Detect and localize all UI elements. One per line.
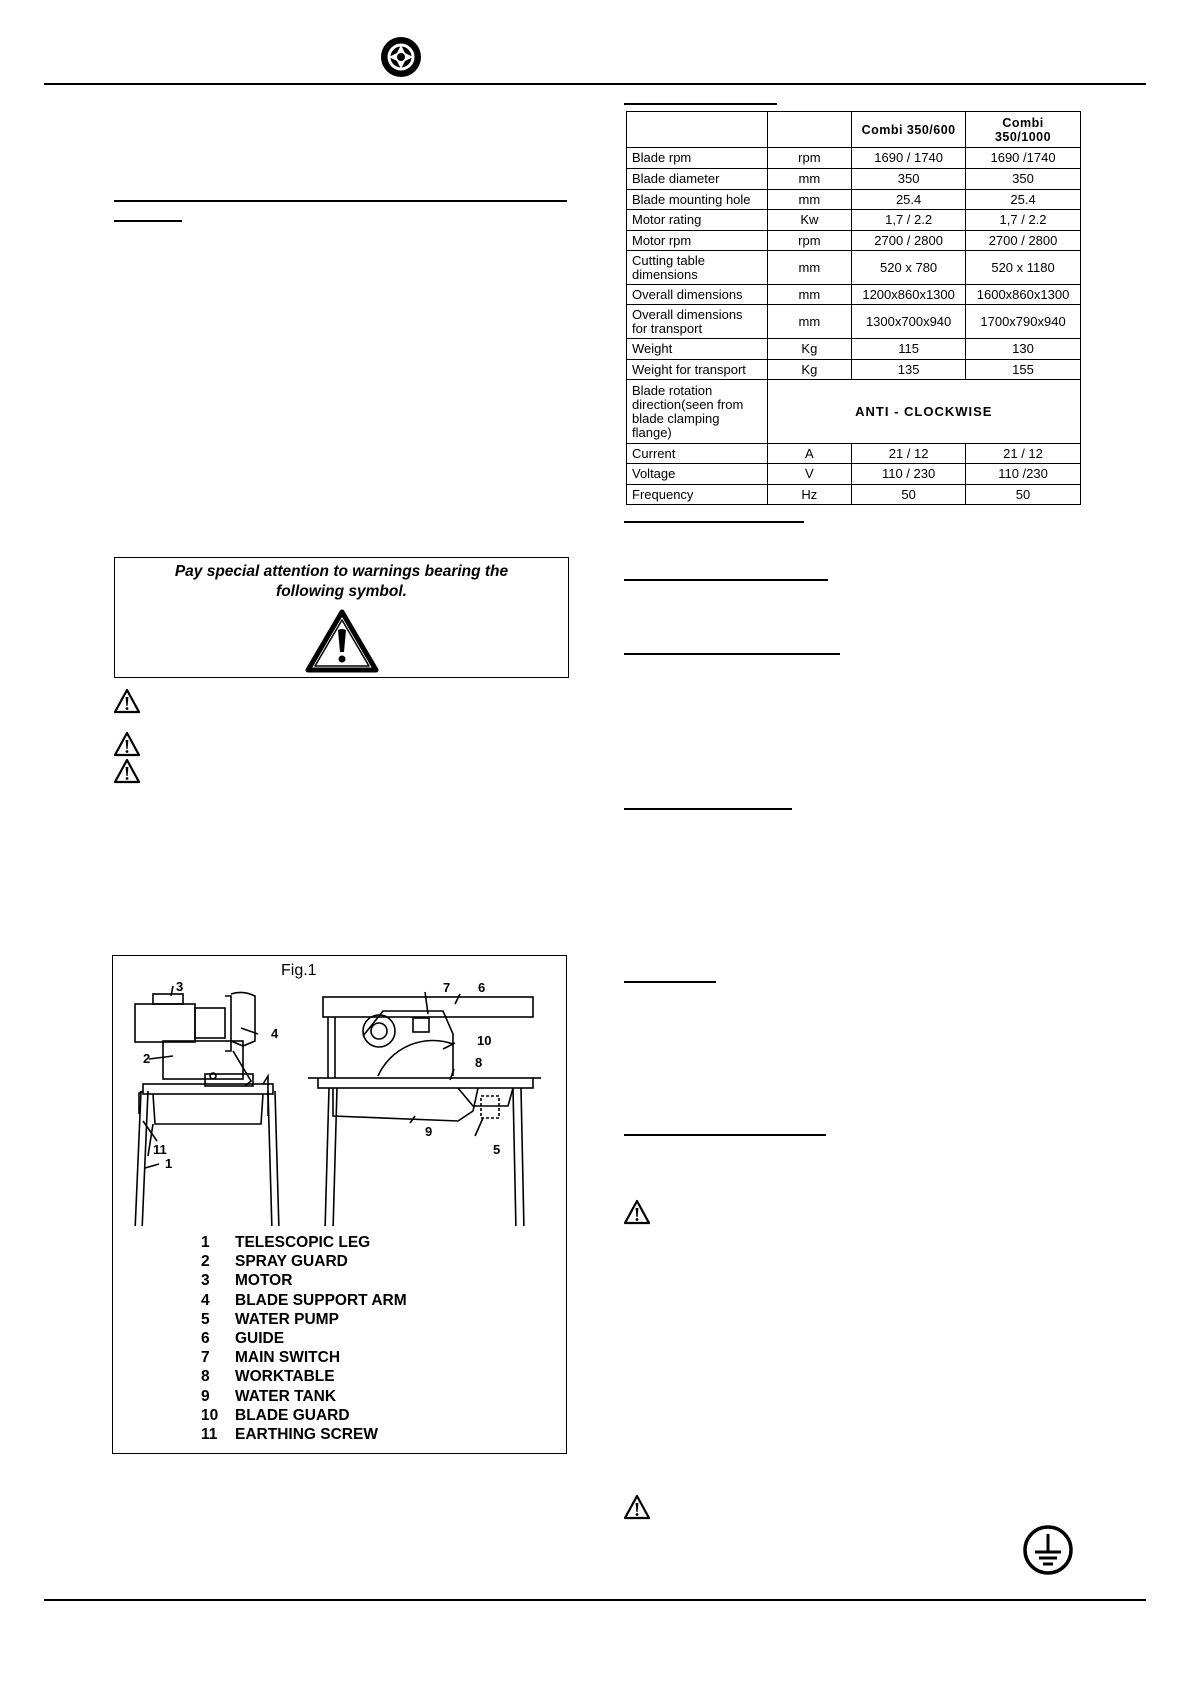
legend-label: WATER TANK	[235, 1387, 337, 1405]
figure-1-box	[112, 955, 567, 1454]
figure-callout: 7	[443, 980, 451, 995]
row-unit: mm	[767, 190, 852, 210]
legend-label: GUIDE	[235, 1329, 285, 1347]
table-row	[627, 190, 1081, 210]
row-unit: rpm	[767, 148, 852, 169]
row-unit: rpm	[767, 231, 852, 251]
row-unit: mm	[767, 305, 852, 339]
footer-rule	[44, 1599, 1146, 1601]
row-value-1: 2700 / 2800	[852, 231, 966, 251]
row-value-2: 50	[966, 485, 1081, 505]
warning-triangle-icon	[623, 1199, 651, 1225]
legend-item	[201, 1367, 407, 1386]
row-value-1: 110 / 230	[852, 464, 966, 485]
row-label: Blade diameter	[627, 169, 768, 190]
table-row	[627, 485, 1081, 505]
section-rule-3	[624, 653, 840, 655]
table-row	[627, 360, 1081, 380]
table-row	[627, 444, 1081, 464]
row-unit: V	[767, 464, 852, 485]
figure-callout: 6	[478, 980, 486, 995]
legend-item	[201, 1233, 407, 1252]
header-model-2-line1: Combi	[1002, 115, 1044, 130]
row-unit: A	[767, 444, 852, 464]
warning-triangle-icon	[113, 688, 141, 714]
row-label-line1: Blade rotation	[632, 382, 713, 398]
row-unit: Kg	[767, 360, 852, 380]
legend-item	[201, 1406, 407, 1425]
row-value-1: 135	[852, 360, 966, 380]
warning-notice-text	[115, 562, 568, 602]
section-rule-2	[624, 579, 828, 581]
warning-triangle-icon	[113, 758, 141, 784]
header-empty-2	[767, 112, 852, 148]
row-value-1: 1300x700x940	[852, 305, 966, 339]
row-label-line2: for transport	[632, 320, 703, 336]
table-row	[627, 380, 1081, 444]
row-value-2: 1600x860x1300	[966, 285, 1081, 305]
rotation-direction-value: ANTI - CLOCKWISE	[767, 380, 1080, 444]
section-rule-1	[624, 521, 804, 523]
row-value-2: 130	[966, 339, 1081, 360]
legend-number: 3	[201, 1272, 210, 1290]
row-value-2: 25.4	[966, 190, 1081, 210]
row-label-line2: dimensions	[632, 266, 698, 282]
row-label: Weight	[627, 339, 768, 360]
row-value-2: 2700 / 2800	[966, 231, 1081, 251]
legend-number: 2	[201, 1253, 210, 1271]
row-label: Weight for transport	[627, 360, 768, 380]
legend-number: 4	[201, 1291, 210, 1309]
figure-callout: 2	[143, 1051, 151, 1066]
legend-item	[201, 1291, 407, 1310]
legend-number: 10	[201, 1406, 219, 1424]
legend-label: SPRAY GUARD	[235, 1253, 348, 1271]
brand-logo-icon	[380, 36, 422, 78]
legend-item	[201, 1310, 407, 1329]
header-model-2-line2: 350/1000	[994, 129, 1052, 144]
spec-table	[626, 111, 1081, 505]
table-heading-rule	[624, 103, 777, 105]
row-value-1: 1,7 / 2.2	[852, 210, 966, 231]
legend-number: 5	[201, 1310, 210, 1328]
row-value-1: 50	[852, 485, 966, 505]
figure-callout: 1	[165, 1156, 173, 1171]
table-row	[627, 339, 1081, 360]
row-label-line3: blade clamping	[632, 410, 720, 426]
left-heading-rule-2	[114, 220, 182, 222]
figure-title: Fig.1	[281, 962, 317, 979]
row-label: Overall dimensions	[627, 285, 768, 305]
row-label: Blade rpm	[627, 148, 768, 169]
legend-label: EARTHING SCREW	[235, 1425, 378, 1443]
legend-item	[201, 1387, 407, 1406]
row-label-line1: Overall dimensions	[632, 306, 743, 322]
row-label-line2: direction(seen from	[632, 396, 744, 412]
machine-drawing	[113, 956, 568, 1226]
row-unit: Kw	[767, 210, 852, 231]
legend-label: BLADE GUARD	[235, 1406, 350, 1424]
warning-notice-line2: following symbol.	[276, 583, 407, 600]
table-header-row	[627, 112, 1081, 148]
row-value-2: 1700x790x940	[966, 305, 1081, 339]
row-label: Current	[627, 444, 768, 464]
row-label-line4: flange)	[632, 424, 672, 440]
row-unit: mm	[767, 285, 852, 305]
section-rule-4	[624, 808, 792, 810]
row-label: Frequency	[627, 485, 768, 505]
row-label	[627, 251, 768, 285]
figure-callout: 8	[475, 1055, 483, 1070]
row-label: Blade mounting hole	[627, 190, 768, 210]
warning-notice-line1: Pay special attention to warnings bearing the	[174, 563, 509, 580]
row-unit: mm	[767, 169, 852, 190]
row-value-1: 350	[852, 169, 966, 190]
row-value-2: 110 /230	[966, 464, 1081, 485]
legend-number: 6	[201, 1329, 210, 1347]
row-value-1: 1200x860x1300	[852, 285, 966, 305]
row-label: Motor rating	[627, 210, 768, 231]
legend-number: 1	[201, 1234, 210, 1251]
figure-callout: 9	[425, 1124, 433, 1139]
header-model-1: Combi 350/600	[852, 112, 966, 148]
row-value-1: 21 / 12	[852, 444, 966, 464]
row-value-1: 520 x 780	[852, 251, 966, 285]
row-value-2: 1690 /1740	[966, 148, 1081, 169]
section-rule-6	[624, 1134, 826, 1136]
row-label	[627, 305, 768, 339]
figure-callout: 10	[477, 1033, 492, 1048]
legend-number: 8	[201, 1368, 210, 1386]
figure-callout: 11	[153, 1142, 167, 1157]
row-unit: Hz	[767, 485, 852, 505]
figure-callout: 3	[176, 979, 184, 994]
legend-number: 9	[201, 1387, 210, 1405]
table-row	[627, 169, 1081, 190]
legend-number: 11	[201, 1425, 218, 1443]
legend-label: MAIN SWITCH	[235, 1349, 341, 1367]
row-label: Voltage	[627, 464, 768, 485]
row-label	[627, 380, 768, 444]
row-unit: mm	[767, 251, 852, 285]
row-value-2: 155	[966, 360, 1081, 380]
row-value-1: 25.4	[852, 190, 966, 210]
row-value-1: 115	[852, 339, 966, 360]
table-row	[627, 231, 1081, 251]
legend-label: TELESCOPIC LEG	[235, 1234, 371, 1251]
legend-item	[201, 1348, 407, 1367]
table-row	[627, 305, 1081, 339]
legend-label: BLADE SUPPORT ARM	[235, 1291, 407, 1309]
warning-triangle-icon	[623, 1494, 651, 1520]
legend-item	[201, 1271, 407, 1290]
figure-callout: 5	[493, 1142, 501, 1157]
figure-callout: 4	[271, 1026, 279, 1041]
legend-item	[201, 1329, 407, 1348]
row-label: Motor rpm	[627, 231, 768, 251]
table-row	[627, 251, 1081, 285]
legend-item	[201, 1252, 407, 1271]
row-value-1: 1690 / 1740	[852, 148, 966, 169]
left-heading-rule-1	[114, 200, 567, 202]
earth-ground-icon	[1022, 1524, 1074, 1576]
row-label-line1: Cutting table	[632, 252, 705, 268]
row-value-2: 21 / 12	[966, 444, 1081, 464]
row-value-2: 520 x 1180	[966, 251, 1081, 285]
warning-triangle-icon	[113, 731, 141, 757]
figure-legend	[201, 1233, 407, 1444]
legend-number: 7	[201, 1349, 210, 1367]
legend-label: WATER PUMP	[235, 1310, 339, 1328]
header-empty-1	[627, 112, 768, 148]
warning-notice-box	[114, 557, 569, 678]
legend-label: MOTOR	[235, 1272, 293, 1290]
row-unit: Kg	[767, 339, 852, 360]
legend-item	[201, 1425, 407, 1444]
table-row	[627, 464, 1081, 485]
section-rule-5	[624, 981, 716, 983]
legend-label: WORKTABLE	[235, 1368, 335, 1386]
table-row	[627, 210, 1081, 231]
header-model-2	[966, 112, 1081, 148]
row-value-2: 1,7 / 2.2	[966, 210, 1081, 231]
row-value-2: 350	[966, 169, 1081, 190]
warning-triangle-icon	[304, 608, 380, 674]
table-row	[627, 285, 1081, 305]
table-row	[627, 148, 1081, 169]
header-rule	[44, 83, 1146, 85]
